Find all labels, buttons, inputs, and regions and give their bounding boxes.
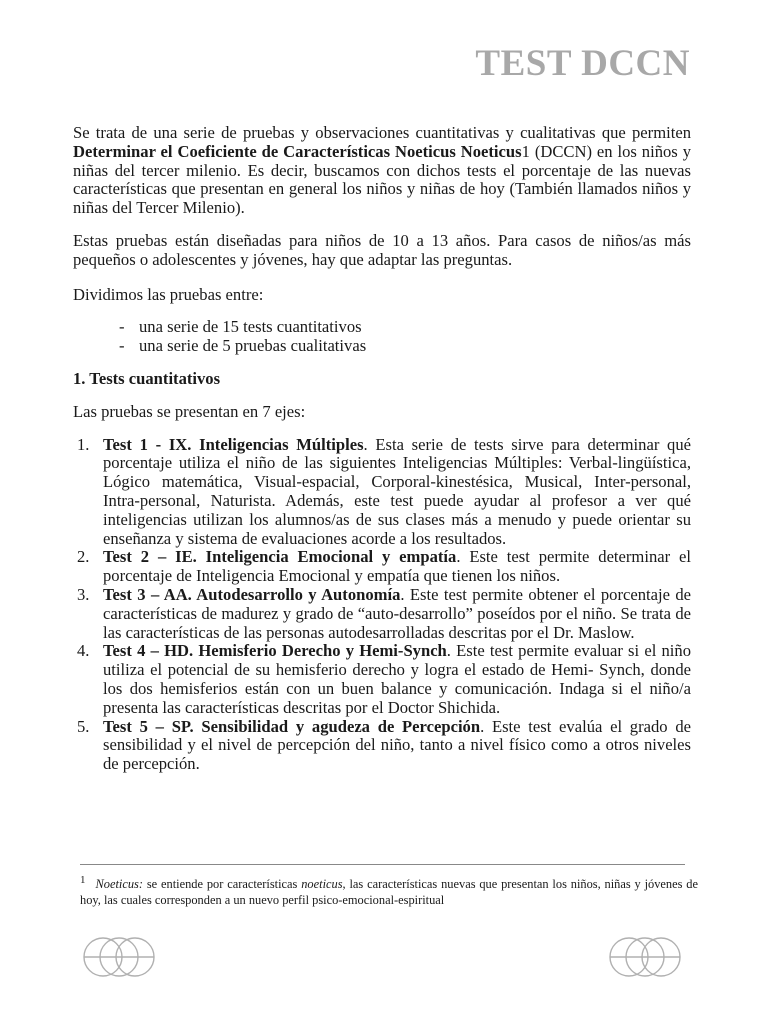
bullet-list [73, 318, 691, 356]
section-heading: 1. Tests cuantitativos [73, 368, 221, 388]
test-item-2: 2. Test 2 – IE. Inteligencia Emocional y empatía. Este test permite determinar el porcentaje de Inteligencia Emocional y empatía que tienen los niños. [77, 547, 691, 586]
divide-paragraph: Dividimos las pruebas entre: [73, 284, 264, 304]
list-item: - una serie de 15 tests cuantitativos [119, 317, 362, 337]
circles-logo-icon [82, 936, 156, 978]
intro-paragraph [73, 124, 691, 218]
axes-intro: Las pruebas se presentan en 7 ejes: [73, 401, 306, 421]
footnote-ref[interactable]: 1 [521, 141, 530, 161]
intro-bold: Determinar el Coeficiente de Características Noeticus Noeticus [73, 141, 522, 161]
test-item-3: 3. Test 3 – AA. Autodesarrollo y Autonomía. Este test permite obtener el porcentaje de características de madurez y grado de “auto-desarrollo” poseídos por el niño. Se trata de las características de las personas autodesarrolladas descritas por el Dr. Maslow. [77, 584, 691, 642]
test-item-4: 4. Test 4 – HD. Hemisferio Derecho y Hemi-Synch. Este test permite evaluar si el niño utiliza el potencial de su hemisferio derecho y logra el estado de Hemi- Synch, donde los dos hemisferios están con un buen balance y comunicación. Indaga si el niño/a presenta las características descritas por el Doctor Shichida. [77, 641, 691, 717]
ages-paragraph: Estas pruebas están diseñadas para niños de 10 a 13 años. Para casos de niños/as más pequeños o adolescentes y jóvenes, hay que adaptar las preguntas. [73, 230, 691, 269]
footnote: 1 Noeticus: se entiende por características noeticus, las características nuevas que presentan los niños, niñas y jóvenes de hoy, las cuales corresponden a un nuevo perfil psico-emocional-espiritual [80, 874, 698, 908]
list-item: - una serie de 5 pruebas cualitativas [119, 336, 367, 356]
footnote-divider [80, 864, 685, 865]
circles-logo-icon [608, 936, 682, 978]
page-title: TEST DCCN [475, 43, 690, 84]
document-body [73, 124, 691, 774]
test-item-1: 1. Test 1 - IX. Inteligencias Múltiples. Esta serie de tests sirve para determinar qué porcentaje utiliza el niño de las siguientes Inteligencias Múltiples: Verbal-lingüística, Lógico matemática, Visual-espacial, Corporal-kinestésica, Musical, Inter-personal, Intra-personal, Naturista. Además, este test puede ayudar al profesor a ver qué inteligencias utilizan los alumnos/as de sus clases más a menudo y puede orientar su enseñanza y sistema de evaluaciones acorde a los resultados. [77, 434, 692, 548]
intro-text-2: (DCCN) en los niños y niñas del tercer milenio. Es decir, buscamos con dichos tests el porcentaje de las nuevas características que presentan en general los niños y niñas de hoy (También llamados niños y niñas del Tercer Milenio). [73, 141, 691, 218]
test-item-5: 5. Test 5 – SP. Sensibilidad y agudeza de Percepción. Este test evalúa el grado de sensibilidad y el nivel de percepción del niño, tanto a nivel físico como a otros niveles de percepción. [77, 716, 691, 774]
intro-text-1: Se trata de una serie de pruebas y observaciones cuantitativas y cualitativas que permiten [73, 123, 691, 142]
tests-list [73, 436, 691, 774]
